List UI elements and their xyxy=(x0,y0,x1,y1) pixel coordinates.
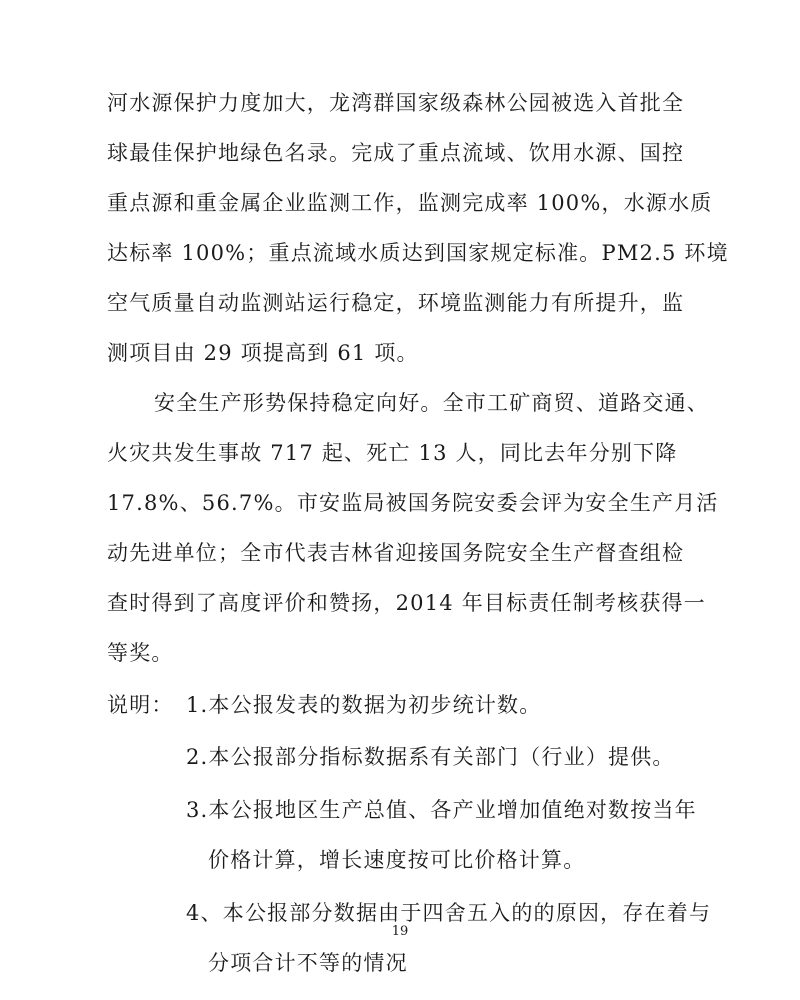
text-line: 等奖。 xyxy=(107,641,174,665)
text-line: 河水源保护力度加大，龙湾群国家级森林公园被选入首批全 xyxy=(107,91,685,115)
text-line: 重点源和重金属企业监测工作，监测完成率 100%，水源水质 xyxy=(107,191,713,215)
text-line: 测项目由 29 项提高到 61 项。 xyxy=(107,341,419,365)
note-item-4: 4、本公报部分数据由于四舍五入的的原因，存在着与 xyxy=(186,901,712,925)
note-item-3: 3.本公报地区生产总值、各产业增加值绝对数按当年 xyxy=(186,798,697,822)
text-line: 17.8%、56.7%。市安监局被国务院安委会评为安全生产月活 xyxy=(107,491,719,515)
note-item-3-continued: 价格计算，增长速度按可比价格计算。 xyxy=(208,848,586,872)
note-item-2: 2.本公报部分指标数据系有关部门（行业）提供。 xyxy=(186,745,675,769)
note-item-4-continued: 分项合计不等的情况 xyxy=(208,951,408,975)
text-line: 空气质量自动监测站运行稳定，环境监测能力有所提升，监 xyxy=(107,291,685,315)
text-line: 火灾共发生事故 717 起、死亡 13 人，同比去年分别下降 xyxy=(107,441,678,465)
text-line: 达标率 100%；重点流域水质达到国家规定标准。PM2.5 环境 xyxy=(107,241,729,265)
page-number: 19 xyxy=(391,924,409,939)
notes-label: 说明： xyxy=(107,693,174,717)
text-line: 查时得到了高度评价和赞扬，2014 年目标责任制考核获得一 xyxy=(107,591,706,615)
text-line: 安全生产形势保持稳定向好。全市工矿商贸、道路交通、 xyxy=(154,391,709,415)
text-line: 动先进单位；全市代表吉林省迎接国务院安全生产督查组检 xyxy=(107,541,685,565)
note-item-1: 1.本公报发表的数据为初步统计数。 xyxy=(186,693,542,717)
text-line: 球最佳保护地绿色名录。完成了重点流域、饮用水源、国控 xyxy=(107,141,685,165)
